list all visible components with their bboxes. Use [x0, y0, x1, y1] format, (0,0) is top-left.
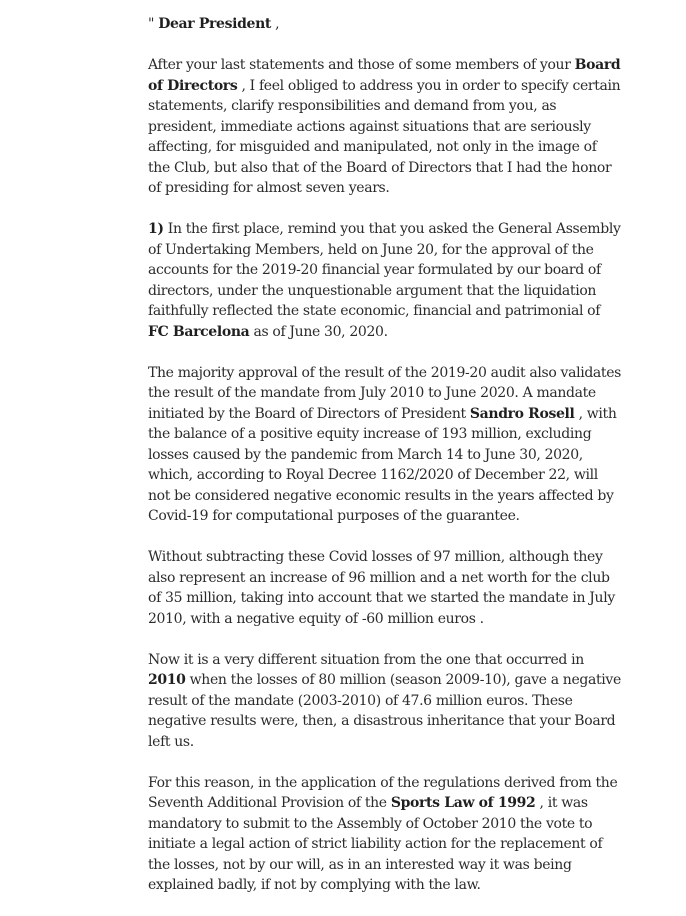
paragraph-2-text-b: as of June 30, 2020. [249, 323, 388, 340]
paragraph-5-text-a: Now it is a very different situation from the one that occurred in [148, 651, 584, 668]
sports-law-term: Sports Law of 1992 [390, 795, 536, 811]
year-2010: 2010 [148, 672, 186, 688]
salutation-title: Dear President [158, 16, 272, 32]
paragraph-2-text-a: In the first place, remind you that you asked the General Assembly of Undertaking Members, held on June 20, for the approval of the accounts for the 2019-20 financial year formulated by our board of directors, under the unquestionable argument that the liquidation faithfully reflected the state economic, financial and patrimonial of [148, 221, 621, 319]
paragraph-1-text-a: After your last statements and those of some members of your [148, 57, 575, 73]
paragraph-5 [148, 650, 622, 753]
paragraph-1 [148, 55, 622, 199]
club-name: FC Barcelona [148, 323, 250, 340]
paragraph-2 [148, 219, 622, 342]
president-name: Sandro Rosell [469, 405, 575, 422]
paragraph-4 [148, 547, 622, 629]
salutation [148, 14, 622, 35]
point-number: 1) [148, 221, 164, 237]
board-of-directors-term: Board of Directors [148, 57, 621, 94]
open-quote: " [148, 16, 159, 32]
paragraph-3-text-b: , with the balance of a positive equity increase of 193 million, excluding losses caused by the pandemic from March 14 to June 30, 2020, which, according to Royal Decree 1162/2020 of December 22, will not be considered negative economic results in the years affected by Covid-19 for computational purposes of the guarantee. [148, 405, 617, 524]
paragraph-3 [148, 363, 622, 527]
paragraph-5-text-b: when the losses of 80 million (season 2009-10), gave a negative result of the mandate (2003-2010) of 47.6 million euros. These negative results were, then, a disastrous inheritance that your Board left us. [148, 672, 621, 750]
paragraph-6-text-a: For this reason, in the application of the regulations derived from the Seventh Additional Provision of the [148, 774, 618, 811]
salutation-comma: , [271, 16, 280, 32]
paragraph-6 [148, 773, 622, 896]
paragraph-1-text-b: , I feel obliged to address you in order to specify certain statements, clarify responsibilities and demand from you, as president, immediate actions against situations that are seriously affecting, for misguided and manipulated, not only in the image of the Club, but also that of the Board of Directors that I had the honor of presiding for almost seven years. [148, 77, 621, 196]
paragraph-3-text-a: The majority approval of the result of the 2019-20 audit also validates the result of the mandate from July 2010 to June 2020. A mandate initiated by the Board of Directors of President [148, 364, 621, 422]
letter-body [148, 14, 622, 916]
paragraph-6-text-b: , it was mandatory to submit to the Assembly of October 2010 the vote to initiate a legal action of strict liability action for the replacement of the losses, not by our will, as in an interested way it was being explained badly, if not by complying with the law. [148, 795, 603, 893]
paragraph-4-text: Without subtracting these Covid losses of 97 million, although they also represent an increase of 96 million and a net worth for the club of 35 million, taking into account that we started the mandate in July 2010, with a negative equity of -60 million euros . [148, 549, 615, 627]
